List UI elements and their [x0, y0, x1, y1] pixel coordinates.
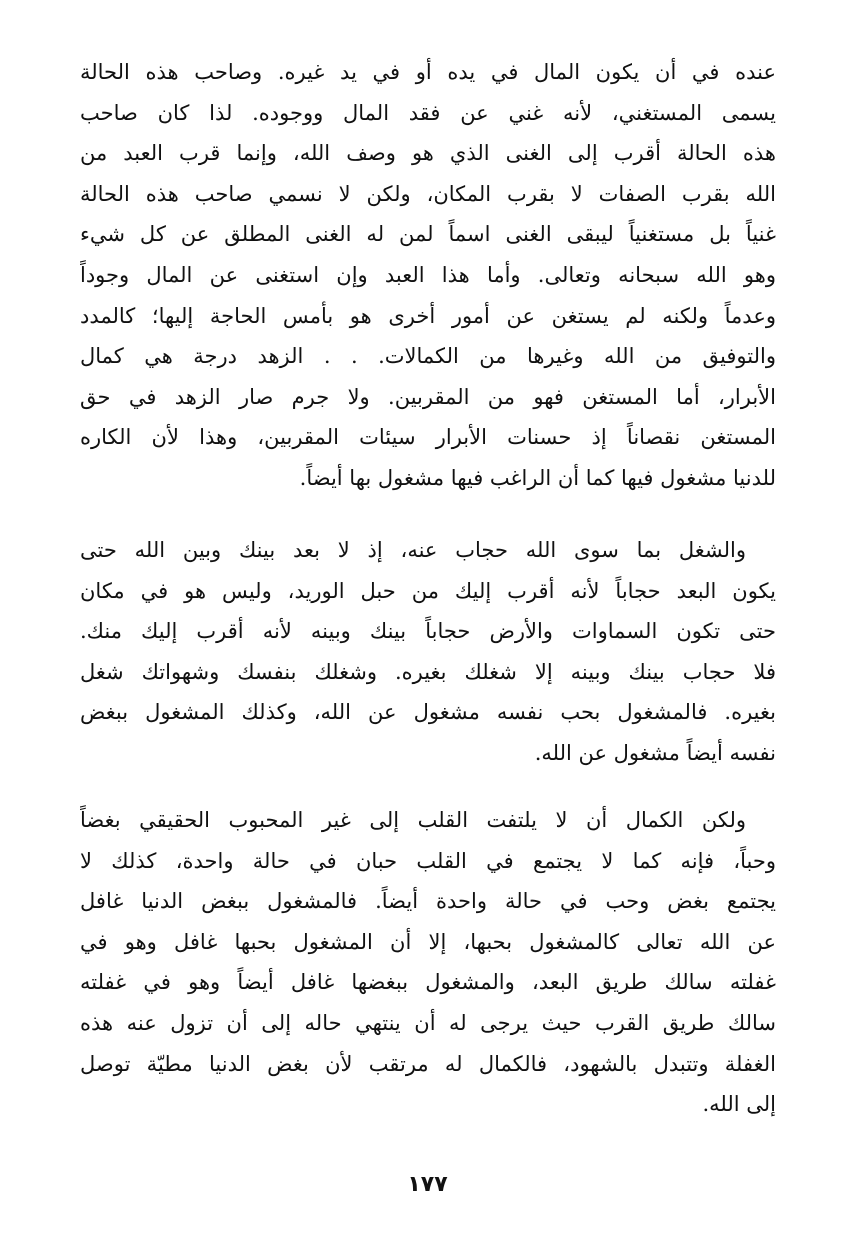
text-line: بغيره. فالمشغول بحب نفسه مشغول عن الله، وكذلك المشغول ببغض — [80, 700, 776, 725]
text-line: المستغن نقصاناً إذ حسنات الأبرار سيئات المقربين، وهذا لأن الكاره — [80, 425, 776, 450]
text-line: نفسه أيضاً مشغول عن الله. — [534, 740, 776, 765]
text-line: وعدماً ولكنه لم يستغن عن أمور أخرى هو بأمس الحاجة إليها؛ كالمدد — [80, 303, 776, 328]
text-line: إلى الله. — [702, 1092, 776, 1117]
text-line: وهو الله سبحانه وتعالى. وأما هذا العبد وإن استغنى عن المال وجوداً — [80, 262, 776, 287]
text-line: والشغل بما سوى الله حجاب عنه، إذ لا بعد بينك وبين الله حتى — [80, 538, 746, 562]
text-line: الأبرار، أما المستغن فهو من المقربين. ولا جرم صار الزهد في حق — [80, 384, 776, 409]
text-line: عن الله تعالى كالمشغول بحبها، إلا أن المشغول بحبها غافل وهو في — [80, 929, 776, 954]
text-line: يجتمع بغض وحب في حالة واحدة أيضاً. فالمشغول ببغض الدنيا غافل — [80, 889, 776, 914]
text-line: غنياً بل مستغنياً ليبقى الغنى اسماً لمن له الغنى المطلق عن كل شيء — [80, 222, 776, 247]
paragraph-2 — [80, 530, 776, 774]
text-line: يسمى المستغني، لأنه غني عن فقد المال ووجوده. لذا كان صاحب — [80, 100, 776, 125]
text-line: غفلته سالك طريق البعد، والمشغول ببغضها غافل أيضاً وهو في غفلته — [80, 970, 776, 995]
text-line: للدنيا مشغول فيها كما أن الراغب فيها مشغول بها أيضاً. — [299, 465, 776, 490]
text-line: حتى تكون السماوات والأرض حجاباً بينك وبينه لأنه أقرب إليك منك. — [80, 619, 776, 644]
paragraph-1 — [80, 52, 776, 499]
text-line: وحباً، فإنه كما لا يجتمع في القلب حبان في حالة واحدة، كذلك لا — [80, 848, 776, 873]
text-line: الغفلة وتتبدل بالشهود، فالكمال له مرتقب لأن بغض الدنيا مطيّة توصل — [80, 1051, 776, 1076]
text-line: الله بقرب الصفات لا بقرب المكان، ولكن لا نسمي صاحب هذه الحالة — [80, 181, 776, 206]
text-line: فلا حجاب بينك وبينه إلا شغلك بغيره. وشغلك بنفسك وشهواتك شغل — [80, 659, 776, 684]
text-line: هذه الحالة أقرب إلى الغنى الذي هو وصف الله، وإنما قرب العبد من — [80, 141, 776, 166]
paragraph-3 — [80, 800, 776, 1125]
text-line: ولكن الكمال أن لا يلتفت القلب إلى غير المحبوب الحقيقي بغضاً — [80, 808, 746, 832]
text-line: يكون البعد حجاباً لأنه أقرب إليك من حبل الوريد، وليس هو في مكان — [80, 578, 776, 603]
text-line: عنده في أن يكون المال في يده أو في يد غيره. وصاحب هذه الحالة — [80, 60, 776, 84]
text-line: والتوفيق من الله وغيرها من الكمالات. . . الزهد درجة هي كمال — [80, 344, 776, 369]
text-line: سالك طريق القرب حيث يرجى له أن ينتهي حاله إلى أن تزول عنه هذه — [80, 1010, 776, 1035]
page-number: ١٧٧ — [407, 1172, 448, 1197]
